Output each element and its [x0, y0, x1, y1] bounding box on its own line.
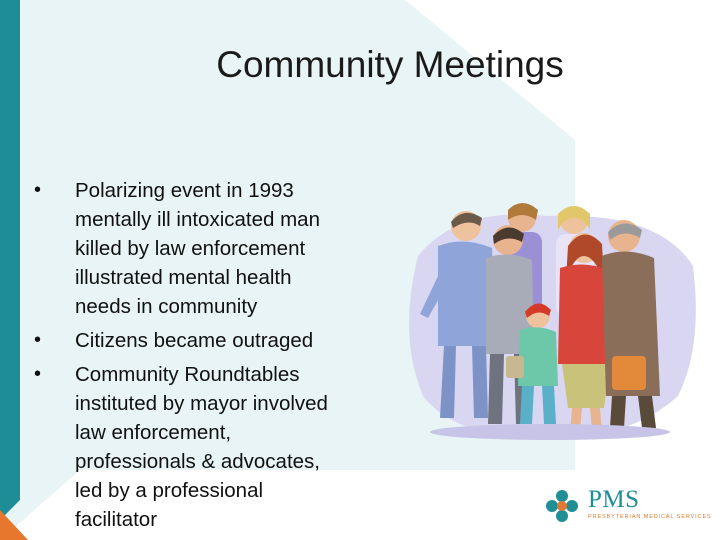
bullet-line: killed by law enforcement	[75, 237, 306, 260]
bullet-dot: •	[34, 179, 42, 201]
ground-shadow	[430, 424, 670, 440]
pms-logo-subtitle: PRESBYTERIAN MEDICAL SERVICES	[588, 514, 712, 520]
bullet-line: instituted by mayor involved	[75, 392, 328, 415]
bullet-dot: •	[34, 329, 42, 351]
briefcase-icon	[612, 356, 646, 390]
bullet-line: Citizens became outraged	[75, 329, 314, 352]
bullet-list	[30, 176, 375, 539]
bullet-line: led by a professional	[75, 479, 264, 502]
bullet-item	[30, 176, 375, 321]
bullet-dot: •	[34, 363, 42, 385]
pms-logo-mark	[544, 488, 580, 524]
teal-band	[0, 0, 20, 520]
bullet-line: professionals & advocates,	[75, 450, 320, 473]
bullet-line: needs in community	[75, 295, 258, 318]
bullet-line: facilitator	[75, 508, 158, 531]
bullet-line: mentally ill intoxicated man	[75, 208, 320, 231]
bullet-line: illustrated mental health	[75, 266, 292, 289]
bullet-line: law enforcement,	[75, 421, 232, 444]
slide-title: Community Meetings	[216, 44, 564, 85]
people-group-clipart	[398, 196, 703, 446]
bullet-line: Community Roundtables	[75, 363, 300, 386]
pms-logo-name: PMS	[588, 486, 640, 513]
bullet-item	[30, 360, 375, 534]
bullet-item	[30, 326, 375, 355]
bullet-line: Polarizing event in 1993	[75, 179, 294, 202]
